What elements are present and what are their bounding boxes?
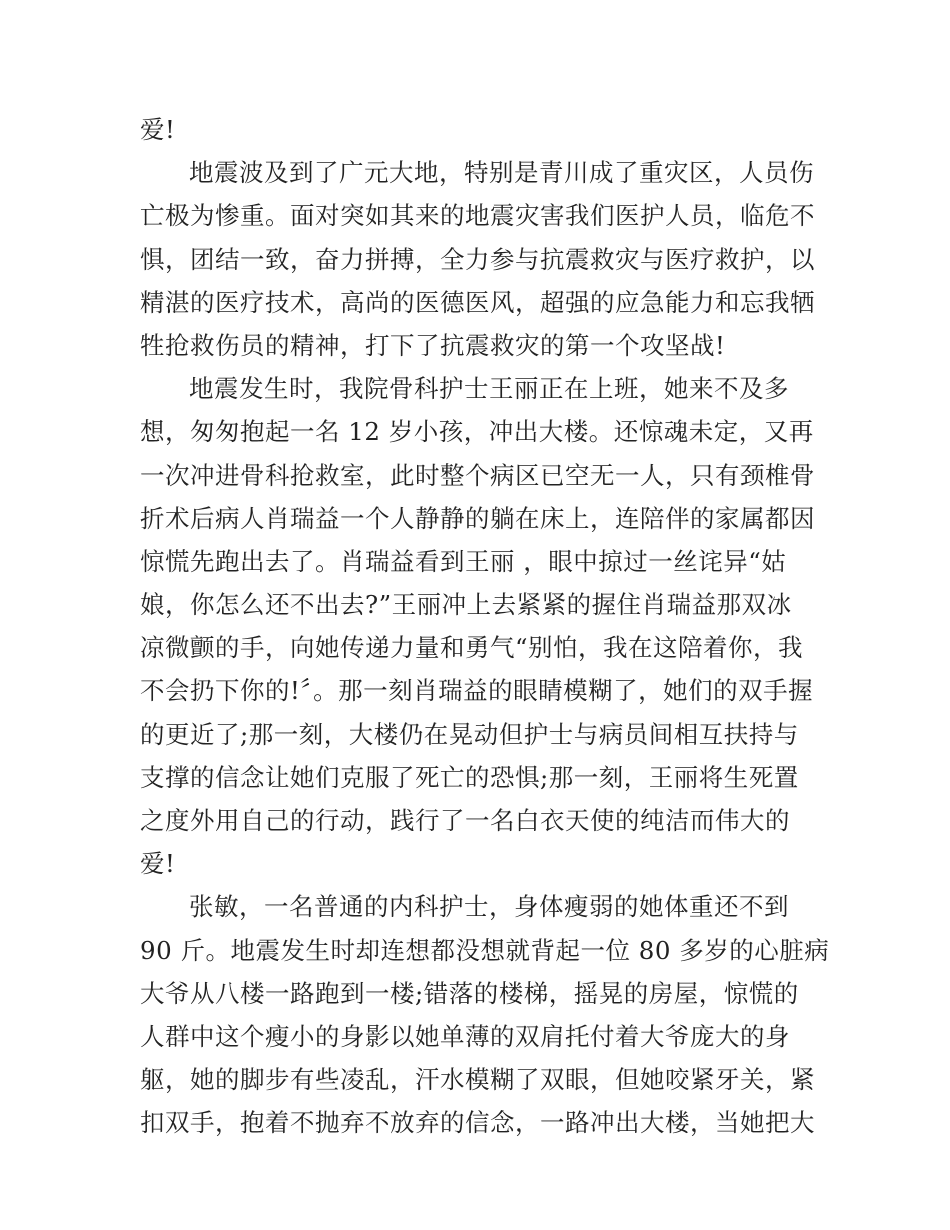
text-line: 亡极为惨重。面对突如其来的地震灾害我们医护人员，临危不 xyxy=(140,201,815,231)
text-line: 的更近了;那一刻，大楼仍在晃动但护士与病员间相互扶持与 xyxy=(140,719,799,749)
text-line: 惧，团结一致，奋力拼搏，全力参与抗震救灾与医疗救护，以 xyxy=(140,244,815,274)
text-line: 支撑的信念让她们克服了死亡的恐惧;那一刻，王丽将生死置 xyxy=(140,762,799,792)
text-line: 娘，你怎么还不出去?”王丽冲上去紧紧的握住肖瑞益那双冰 xyxy=(140,590,792,620)
text-line: 爱! xyxy=(140,849,176,879)
text-line: 凉微颤的手，向她传递力量和勇气“别怕，我在这陪着你，我 xyxy=(140,633,804,663)
text-line: 躯，她的脚步有些凌乱，汗水模糊了双眼，但她咬紧牙关，紧 xyxy=(140,1065,815,1095)
text-line: 地震波及到了广元大地，特别是青川成了重灾区，人员伤 xyxy=(189,158,814,188)
text-line: 想，匆匆抱起一名 12 岁小孩，冲出大楼。还惊魂未定，又再 xyxy=(140,417,814,447)
text-line: 张敏，一名普通的内科护士，身体瘦弱的她体重还不到 xyxy=(189,892,789,922)
text-line: 90 斤。地震发生时却连想都没想就背起一位 80 多岁的心脏病 xyxy=(140,935,830,965)
text-line: 地震发生时，我院骨科护士王丽正在上班，她来不及多 xyxy=(189,374,789,404)
text-line: 大爷从八楼一路跑到一楼;错落的楼梯，摇晃的房屋，惊慌的 xyxy=(140,978,799,1008)
text-line: 人群中这个瘦小的身影以她单薄的双肩托付着大爷庞大的身 xyxy=(140,1021,790,1051)
text-line: 扣双手，抱着不抛弃不放弃的信念，一路冲出大楼，当她把大 xyxy=(140,1108,815,1138)
text-line: 牲抢救伤员的精神，打下了抗震救灾的第一个攻坚战! xyxy=(140,330,726,360)
text-line: 之度外用自己的行动，践行了一名白衣天使的纯洁而伟大的 xyxy=(140,806,790,835)
text-line: 折术后病人肖瑞益一个人静静的躺在床上，连陪伴的家属都因 xyxy=(140,503,815,533)
text-line: 惊慌先跑出去了。肖瑞益看到王丽 ，眼中掠过一丝诧异“姑 xyxy=(140,546,787,576)
text-line: 不会扔下你的!〞。那一刻肖瑞益的眼睛模糊了，她们的双手握 xyxy=(140,676,814,706)
text-line: 一次冲进骨科抢救室，此时整个病区已空无一人，只有颈椎骨 xyxy=(140,460,815,490)
text-line: 精湛的医疗技术，高尚的医德医风，超强的应急能力和忘我牺 xyxy=(140,287,815,317)
text-line: 爱! xyxy=(140,115,176,144)
document-body xyxy=(140,108,830,1145)
